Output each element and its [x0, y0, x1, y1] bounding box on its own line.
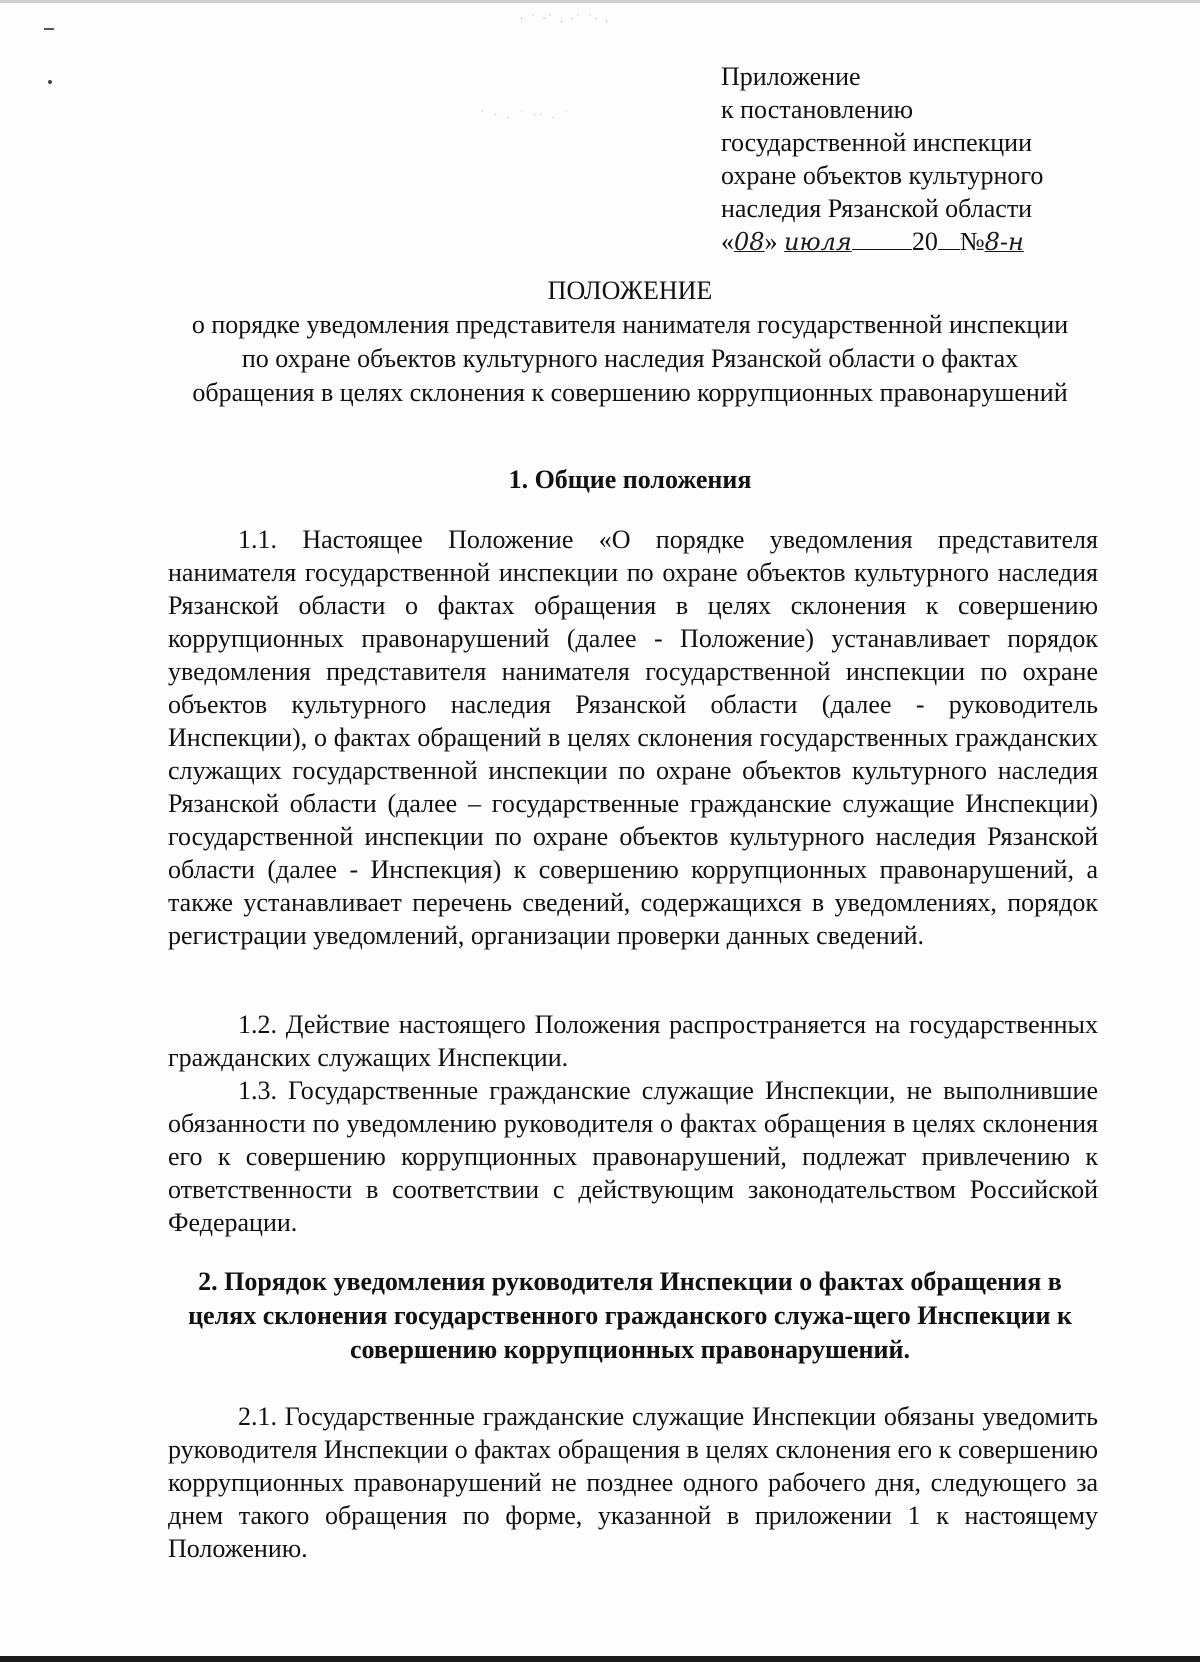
approval-line: государственной инспекции: [721, 128, 1032, 157]
approval-line: к постановлению: [721, 95, 914, 124]
approval-line: Приложение: [721, 62, 861, 91]
paragraph-1-2: 1.2. Действие настоящего Положения распространяется на государственных гражданских служащих Инспекции.: [168, 1010, 1098, 1072]
section-2-heading: 2. Порядок уведомления руководителя Инспекции о фактах обращения в целях склонения государственного гражданского служа-щего Инспекции к совершению коррупционных правонарушений.: [188, 1267, 1072, 1364]
document-title-block: [140, 274, 1120, 410]
date-blank-line: [852, 249, 912, 250]
approval-block: [721, 60, 1101, 259]
document-title: ПОЛОЖЕНИЕ: [547, 276, 713, 305]
approval-date-line: [721, 225, 1101, 259]
approval-line: наследия Рязанской области: [721, 194, 1033, 223]
scan-mark: [44, 28, 54, 30]
scan-edge-top: [0, 0, 1200, 3]
scan-noise: ˙ · . ˙ ·· . ˙: [480, 110, 572, 121]
date-month-handwritten: июля: [784, 228, 852, 256]
number-sign: №: [959, 227, 985, 256]
scan-edge-bottom: [0, 1656, 1200, 1662]
paragraph-2-1: 2.1. Государственные гражданские служащие Инспекции обязаны уведомить руководителя Инспекции о фактах обращения в целях склонения его к совершению коррупционных правонарушений не позднее одного рабочего дня, следующего за днем такого обращения по форме, указанной в приложении 1 к настоящему Положению.: [168, 1402, 1098, 1563]
paragraph-1-3: 1.3. Государственные гражданские служащие Инспекции, не выполнившие обязанности по уведомлению руководителя о фактах обращения в целях склонения его к совершению коррупционных правонарушений, подлежат привлечению к ответственности в соответствии с действующим законодательством Российской Федерации.: [168, 1076, 1098, 1237]
scan-noise: · ˙ ·˙ . ·˙ ˙· .: [520, 14, 611, 25]
doc-number-handwritten: 8-н: [984, 228, 1024, 256]
date-close-quote: »: [764, 227, 778, 256]
paragraph-1-1: 1.1. Настоящее Положение «О порядке уведомления представителя нанимателя государственной инспекции по охране объектов культурного наследия Рязанской области о фактах обращения в целях склонения к совершению коррупционных правонарушений (далее - Положение) устанавливает порядок уведомления представителя нанимателя государственной инспекции по охране объектов культурного наследия Рязанской области (далее - руководитель Инспекции), о фактах обращений в целях склонения государственных гражданских служащих государственной инспекции по охране объектов культурного наследия Рязанской области (далее – государственные гражданские служащие Инспекции) государственной инспекции по охране объектов культурного наследия Рязанской области (далее - Инспекция) к совершению коррупционных правонарушений, а также устанавливает перечень сведений, содержащихся в уведомлениях, порядок регистрации уведомлений, организации проверки данных сведений.: [168, 525, 1098, 950]
section-1-heading: 1. Общие положения: [508, 465, 752, 494]
date-open-quote: «: [721, 227, 734, 256]
date-year: 20: [911, 227, 938, 256]
approval-line: охране объектов культурного: [721, 161, 1044, 190]
date-day-handwritten: 08: [734, 228, 765, 256]
scan-mark: [48, 80, 52, 84]
date-blank-line: [938, 249, 960, 250]
document-subtitle: о порядке уведомления представителя нанимателя государственной инспекции по охране объектов культурного наследия Рязанской области о фактах обращения в целях склонения к совершению коррупционных правонарушений: [191, 310, 1069, 407]
